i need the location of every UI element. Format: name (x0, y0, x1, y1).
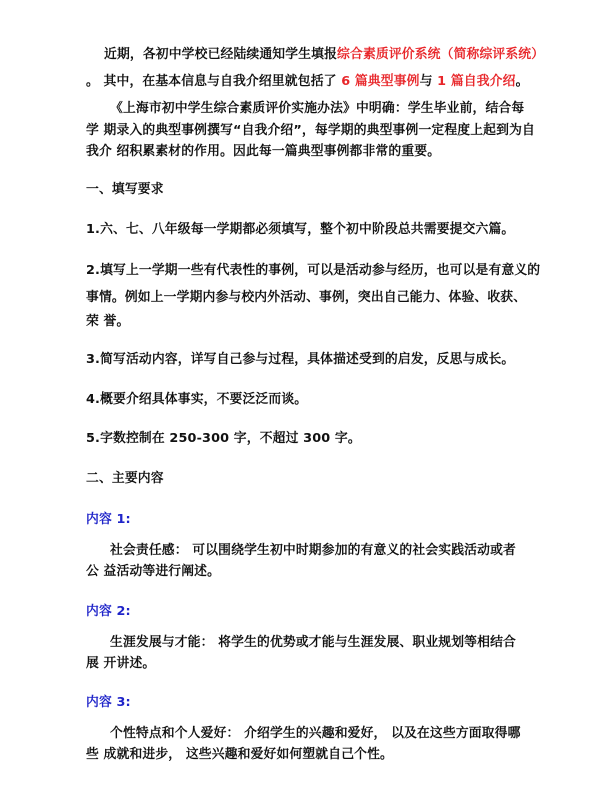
content-item-2-line2: 展 开讲述。 (86, 656, 156, 671)
intro-p2-line1: 《上海市初中学生综合素质评价实施办法》中明确：学生毕业前，结合每 (110, 101, 525, 116)
intro-p1-line1: 近期，各初中学校已经陆续通知学生填报综合素质评价系统（简称综评系统） (104, 47, 545, 62)
content-item-1-line1: 社会责任感： 可以围绕学生初中时期参加的有意义的社会实践活动或者 (110, 543, 516, 558)
intro-p2-line2: 学 期录入的典型事例撰写“自我介绍”，每学期的典型事例一定程度上起到为自 (86, 123, 535, 138)
section2-heading: 二、主要内容 (86, 471, 164, 486)
intro-p1-line2: 。 其中，在基本信息与自我介绍里就包括了 6 篇典型事例与 1 篇自我介绍。 (86, 74, 529, 89)
content-item-3-line1: 个性特点和个人爱好： 介绍学生的兴趣和爱好， 以及在这些方面取得哪 (110, 726, 521, 741)
content-item-2-line1: 生涯发展与才能： 将学生的优势或才能与生涯发展、职业规划等相结合 (110, 635, 516, 650)
content-item-3-line2: 些 成就和进步， 这些兴趣和爱好如何塑就自己个性。 (86, 747, 393, 762)
content-item-2-label: 内容 2: (86, 604, 131, 619)
system-name-highlight: 综合素质评价系统（简称综评系统） (337, 47, 545, 62)
intro-p2-line3: 我介 绍积累素材的作用。因此每一篇典型事例都非常的重要。 (86, 144, 441, 159)
content-item-3-label: 内容 3: (86, 695, 131, 710)
section1-heading: 一、填写要求 (86, 182, 164, 197)
requirement-2-line1: 2.填写上一学期一些有代表性的事例，可以是活动参与经历，也可以是有意义的 (86, 263, 541, 278)
requirement-5: 5.字数控制在 250-300 字，不超过 300 字。 (86, 431, 361, 446)
self-intro-highlight: 1 篇自我介绍 (437, 74, 516, 89)
requirement-3: 3.简写活动内容，详写自己参与过程，具体描述受到的启发，反思与成长。 (86, 352, 515, 367)
content-item-1-line2: 公 益活动等进行阐述。 (86, 564, 221, 579)
requirement-2-line2: 事情。例如上一学期内参与校内外活动、事例，突出自己能力、体验、收获、 (86, 290, 527, 305)
cases-count-highlight: 6 篇典型事例 (341, 74, 420, 89)
requirement-1: 1.六、七、八年级每一学期都必须填写，整个初中阶段总共需要提交六篇。 (86, 222, 515, 237)
requirement-4: 4.概要介绍具体事实，不要泛泛而谈。 (86, 392, 308, 407)
requirement-2-line3: 荣 誉。 (86, 314, 130, 329)
content-item-1-label: 内容 1: (86, 512, 131, 527)
